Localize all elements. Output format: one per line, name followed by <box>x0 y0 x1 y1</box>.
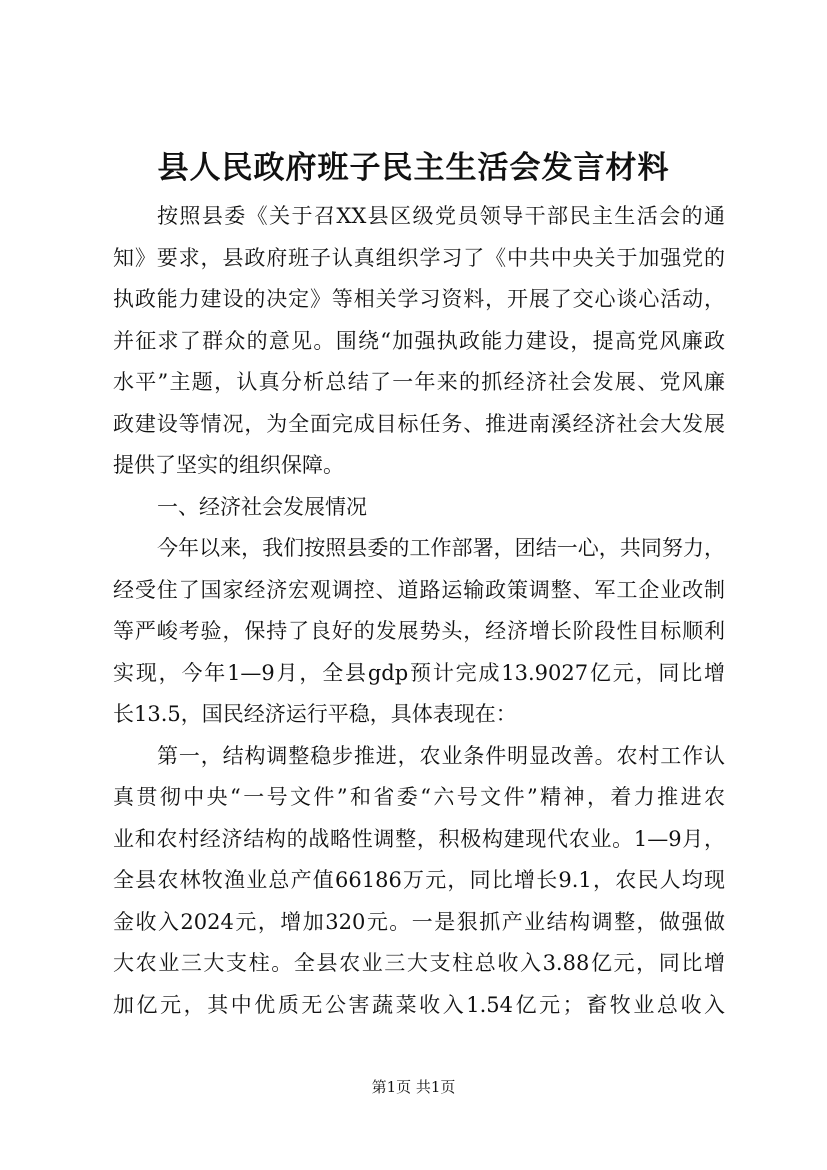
body-line: 今年以来，我们按照县委的工作部署，团结一心，共同努力， <box>157 536 725 560</box>
body-line: 实现，今年1—9月，全县gdp预计完成13.9027亿元，同比增 <box>113 660 725 685</box>
body-line: 知》要求，县政府班子认真组织学习了《中共中央关于加强党的 <box>113 245 725 270</box>
body-line: 金收入2024元，增加320元。一是狠抓产业结构调整，做强做 <box>113 909 725 934</box>
body-line: 长13.5，国民经济运行平稳，具体表现在： <box>113 702 517 726</box>
body-line: 并征求了群众的意见。围绕“加强执政能力建设，提高党风廉政 <box>113 328 725 353</box>
body-line: 业和农村经济结构的战略性调整，积极构建现代农业。1—9月， <box>113 826 725 851</box>
body-line: 提供了坚实的组织保障。 <box>113 453 344 477</box>
page-footer: 第1页 共1页 <box>371 1078 456 1096</box>
body-line: 水平”主题，认真分析总结了一年来的抓经济社会发展、党风廉 <box>113 370 725 394</box>
body-line: 加亿元，其中优质无公害蔬菜收入1.54亿元；畜牧业总收入 <box>113 992 725 1017</box>
document-body <box>113 196 725 1026</box>
body-line: 经受住了国家经济宏观调控、道路运输政策调整、军工企业改制 <box>113 577 725 602</box>
document-title: 县人民政府班子民主生活会发言材料 <box>157 150 670 186</box>
body-line: 等严峻考验，保持了良好的发展势头，经济增长阶段性目标顺利 <box>113 619 725 643</box>
body-line: 第一，结构调整稳步推进，农业条件明显改善。农村工作认 <box>157 743 725 768</box>
section-heading: 一、经济社会发展情况 <box>157 494 367 519</box>
body-line: 大农业三大支柱。全县农业三大支柱总收入3.88亿元，同比增 <box>113 951 725 975</box>
body-line: 按照县委《关于召XX县区级党员领导干部民主生活会的通 <box>157 204 725 228</box>
body-line: 执政能力建设的决定》等相关学习资料，开展了交心谈心活动， <box>113 287 725 311</box>
body-line: 全县农林牧渔业总产值66186万元，同比增长9.1，农民人均现 <box>113 868 725 892</box>
body-line: 真贯彻中央“一号文件”和省委“六号文件”精神，着力推进农 <box>113 785 725 809</box>
body-line: 政建设等情况，为全面完成目标任务、推进南溪经济社会大发展 <box>113 411 725 436</box>
